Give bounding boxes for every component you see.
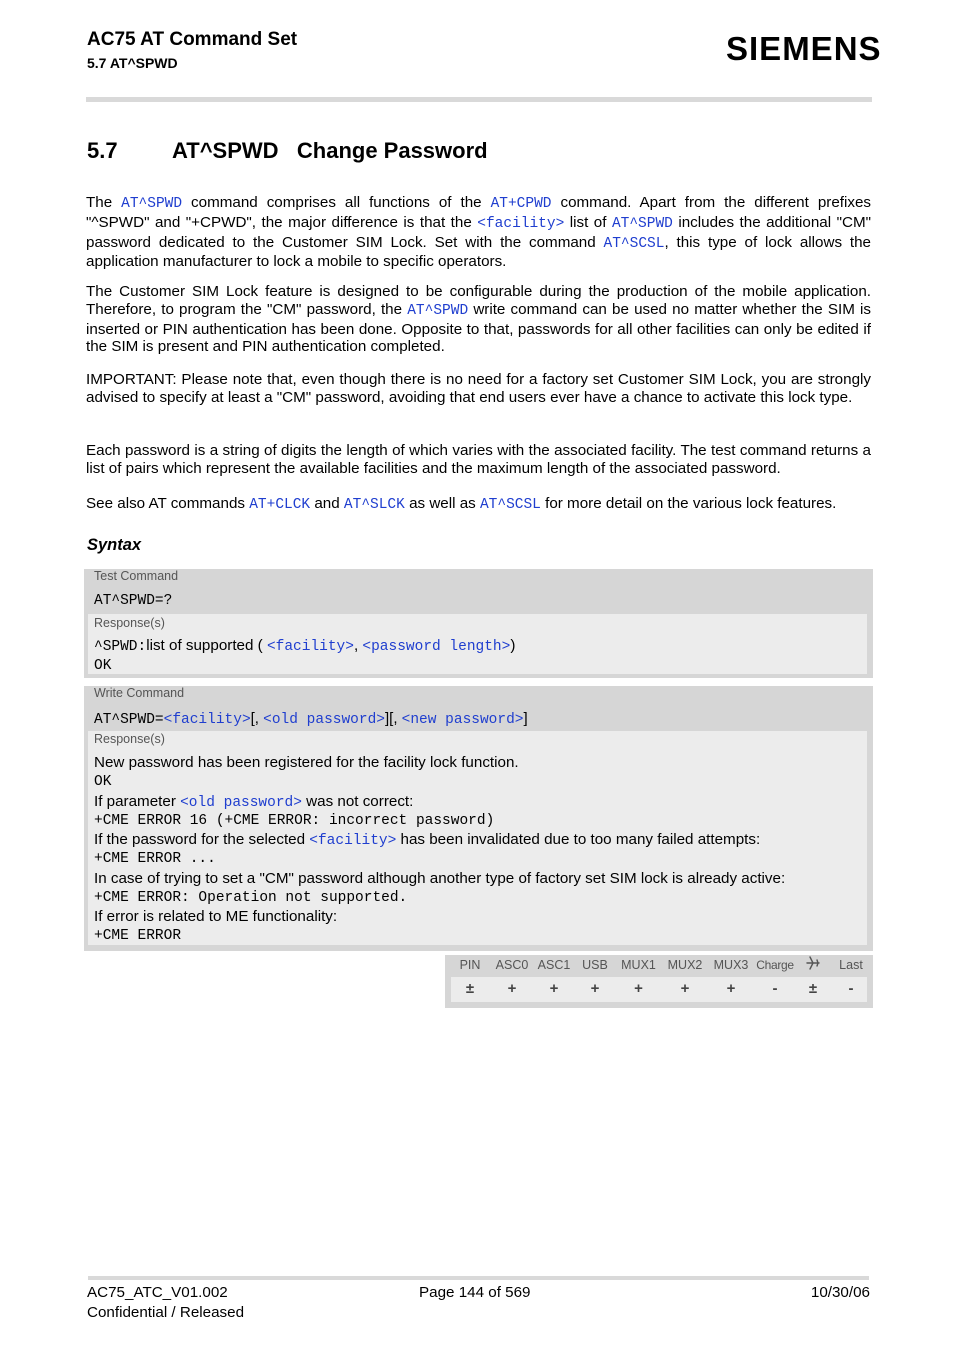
paragraph-customer-sim-lock: The Customer SIM Lock feature is designed to be configurable during the production of the mobile application. Therefore, to program the "CM" password, the AT^SPWD write command can be used no matter whether the SIM is inserted or PIN authentication has been done. Opposite to that, passwords for all other facilities can only be edited if the SIM is present and PIN authentication completed. xyxy=(86,283,871,356)
footer-divider xyxy=(88,1276,869,1280)
footer-date: 10/30/06 xyxy=(810,1284,870,1301)
footer-page-number: Page 144 of 569 xyxy=(419,1284,531,1301)
paragraph-see-also: See also AT commands AT+CLCK and AT^SLCK as well as AT^SCSL for more detail on the various lock features. xyxy=(86,495,837,513)
link-old-password[interactable]: <old password> xyxy=(180,795,302,811)
link-at-spwd[interactable]: AT^SPWD xyxy=(121,196,183,212)
link-facility[interactable]: <facility> xyxy=(163,712,251,728)
iface-header-usb: USB xyxy=(582,958,608,972)
syntax-heading: Syntax xyxy=(87,536,142,554)
test-command-label: Test Command xyxy=(94,569,179,583)
write-response-condition-old-password: If parameter <old password> was not correct: xyxy=(94,793,414,811)
footer-status: Confidential / Released xyxy=(87,1304,245,1321)
write-response-error-generic: +CME ERROR ... xyxy=(94,851,216,867)
document-subtitle: 5.7 AT^SPWD xyxy=(87,55,178,71)
iface-value-mux3: + xyxy=(726,980,736,997)
iface-value-mux1: + xyxy=(634,980,643,997)
iface-value-asc0: + xyxy=(507,980,517,997)
write-response-label: Response(s) xyxy=(94,732,165,746)
siemens-logo: SIEMENS xyxy=(726,30,882,67)
link-new-password[interactable]: <new password> xyxy=(401,712,524,728)
write-command-label: Write Command xyxy=(94,686,185,700)
link-facility[interactable]: <facility> xyxy=(266,639,354,655)
iface-header-pin: PIN xyxy=(459,958,481,972)
iface-header-mux2: MUX2 xyxy=(667,958,703,972)
paragraph-password-format: Each password is a string of digits the length of which varies with the associated facility. The test command returns a list of pairs which represent the available facilities and the maximum length of the associated password. xyxy=(86,442,871,477)
test-response-line: ^SPWD:list of supported ( <facility>, <password length>) xyxy=(94,637,516,655)
link-at-cpwd[interactable]: AT+CPWD xyxy=(490,196,552,212)
link-at-scsl[interactable]: AT^SCSL xyxy=(479,497,541,513)
paragraph-intro: The AT^SPWD command comprises all functions of the AT+CPWD command. Apart from the different prefixes "^SPWD" and "+CPWD", the major difference is that the <facility> list of AT^SPWD includes the additional "CM" password dedicated to the Customer SIM Lock. Set with the command AT^SCSL, this type of lock allows the application manufacturer to lock a mobile to specific operators. xyxy=(86,194,872,271)
iface-value-airplane: ± xyxy=(808,980,818,997)
iface-value-charge: - xyxy=(772,980,778,997)
link-password-length[interactable]: <password length> xyxy=(362,639,511,655)
section-title: AT^SPWD Change Password xyxy=(172,138,488,163)
link-at-scsl[interactable]: AT^SCSL xyxy=(603,235,665,252)
test-response-ok: OK xyxy=(94,658,112,674)
write-response-error-not-supported: +CME ERROR: Operation not supported. xyxy=(94,890,408,906)
write-response-error-me: +CME ERROR xyxy=(94,928,182,944)
write-response-condition-me: If error is related to ME functionality: xyxy=(94,908,338,925)
section-number: 5.7 xyxy=(87,138,118,163)
iface-value-pin: ± xyxy=(465,980,475,997)
write-response-condition-cm: In case of trying to set a "CM" password although another type of factory set SIM lock is already active: xyxy=(94,870,786,887)
write-command-syntax: AT^SPWD=<facility>[, <old password>][, <new password>] xyxy=(94,710,528,728)
link-at-slck[interactable]: AT^SLCK xyxy=(343,497,405,513)
test-command-syntax: AT^SPWD=? xyxy=(94,593,173,609)
iface-header-charge: Charge xyxy=(756,958,794,972)
header-divider xyxy=(86,97,872,102)
iface-header-last: Last xyxy=(839,958,863,972)
link-at-spwd[interactable]: AT^SPWD xyxy=(611,215,673,232)
link-facility[interactable]: <facility> xyxy=(477,215,565,232)
link-facility[interactable]: <facility> xyxy=(309,833,397,849)
iface-header-asc0: ASC0 xyxy=(495,958,529,972)
link-at-spwd[interactable]: AT^SPWD xyxy=(407,302,469,319)
iface-value-last: - xyxy=(848,980,854,997)
iface-header-asc1: ASC1 xyxy=(537,958,571,972)
link-at-clck[interactable]: AT+CLCK xyxy=(249,497,311,513)
write-response-success: New password has been registered for the facility lock function. xyxy=(94,754,519,771)
iface-value-usb: + xyxy=(590,980,600,997)
document-title: AC75 AT Command Set xyxy=(87,29,298,50)
footer-doc-id: AC75_ATC_V01.002 xyxy=(87,1284,228,1301)
iface-value-mux2: + xyxy=(680,980,690,997)
link-old-password[interactable]: <old password> xyxy=(263,712,385,728)
write-response-error-16: +CME ERROR 16 (+CME ERROR: incorrect password) xyxy=(94,813,495,829)
airplane-icon xyxy=(800,955,826,974)
iface-header-mux1: MUX1 xyxy=(621,958,656,972)
write-response-ok: OK xyxy=(94,774,112,790)
test-response-label: Response(s) xyxy=(94,616,165,630)
write-response-condition-invalidated: If the password for the selected <facility> has been invalidated due to too many failed attempts: xyxy=(94,831,761,849)
iface-header-mux3: MUX3 xyxy=(713,958,749,972)
paragraph-important: IMPORTANT: Please note that, even though there is no need for a factory set Customer SIM Lock, you are strongly advised to specify at least a "CM" password, avoiding that end users ever have a chance to activate this lock type. xyxy=(86,371,871,406)
iface-value-asc1: + xyxy=(549,980,559,997)
